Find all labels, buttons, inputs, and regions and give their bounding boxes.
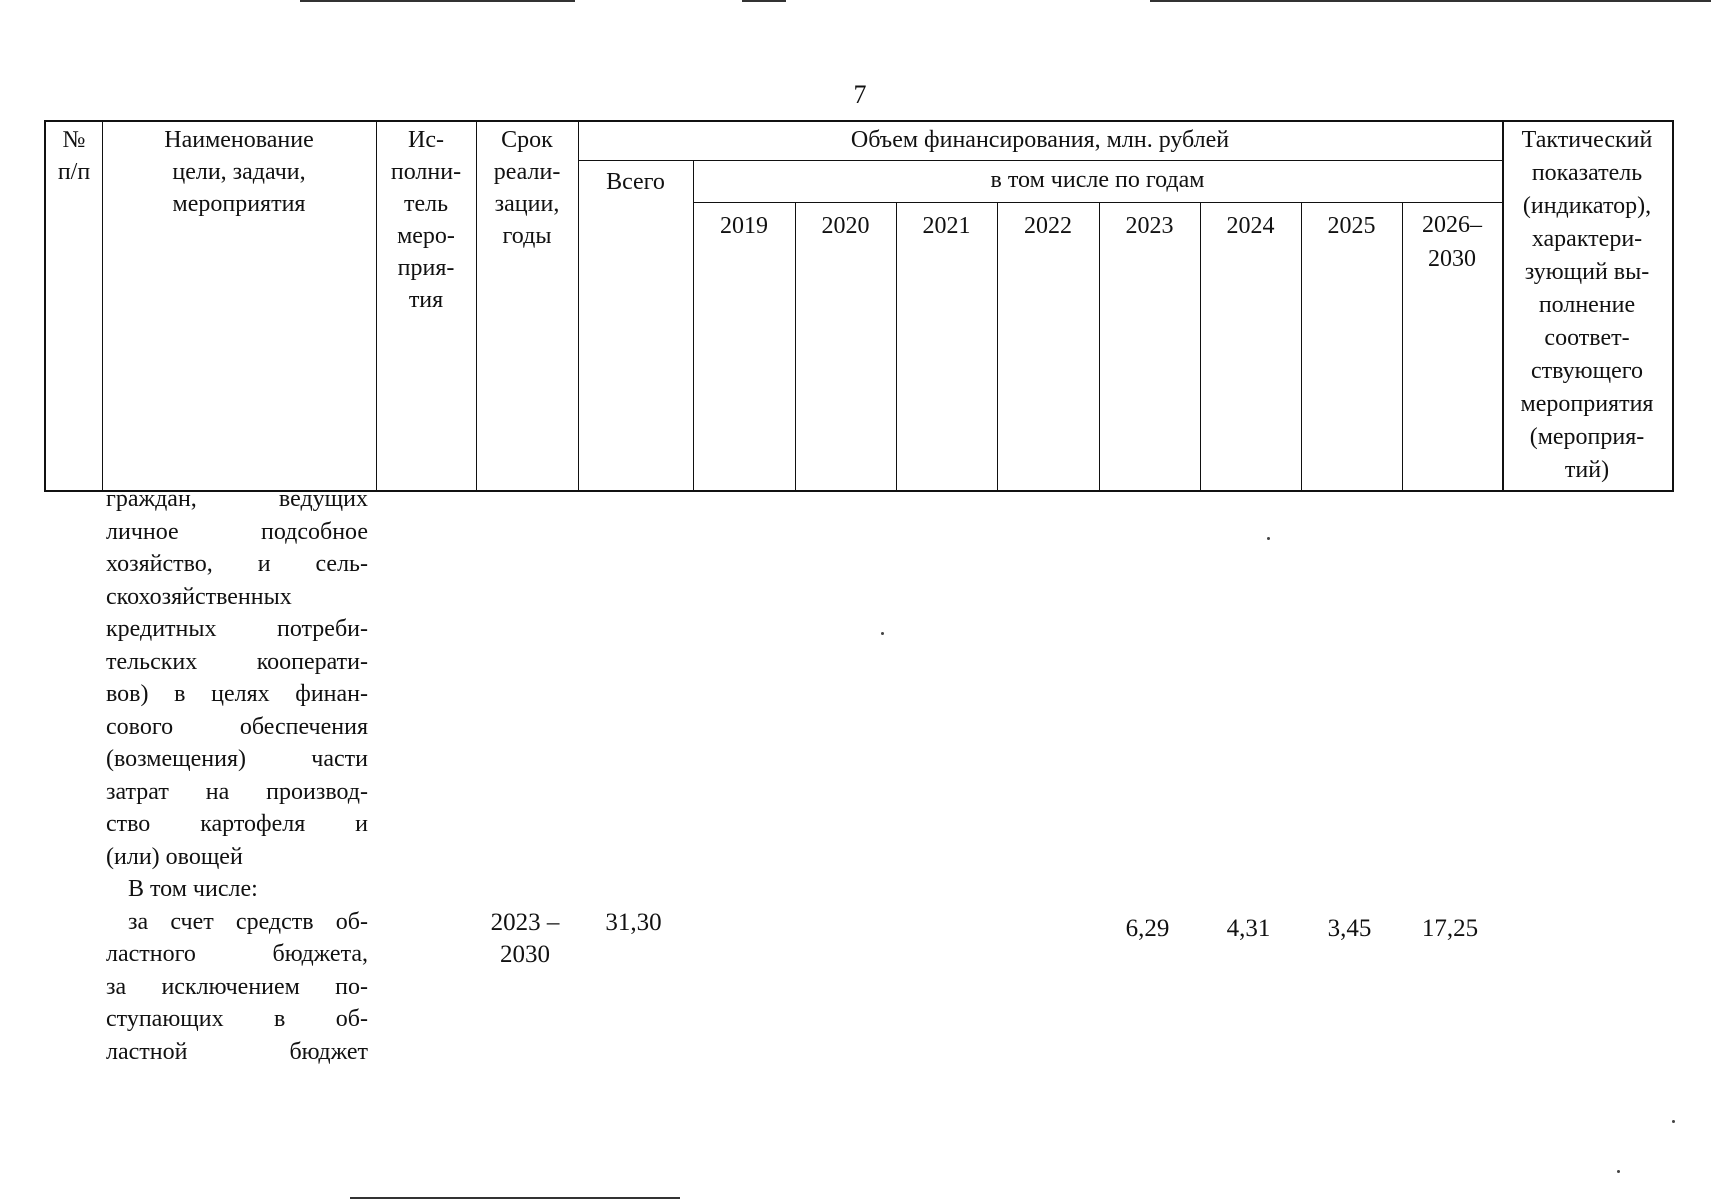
- header-year-2021: 2021: [922, 213, 971, 239]
- header-year-2019: 2019: [720, 213, 768, 239]
- in-total-label: В том числе:: [128, 876, 258, 902]
- text-line: (возмещения) части: [106, 746, 368, 772]
- scan-edge-top-1: [300, 0, 575, 2]
- row-value-2023: 6,29: [1125, 915, 1170, 942]
- description-text: [106, 483, 368, 1068]
- row-value-2026-2030: 17,25: [1421, 915, 1479, 942]
- row-value-2025: 3,45: [1327, 915, 1372, 942]
- scan-edge-bottom: [350, 1197, 680, 1199]
- row-total-value: 31,30: [605, 909, 662, 936]
- text-line: скохозяйственных: [106, 583, 292, 610]
- text-line: за исключением по-: [106, 973, 368, 1000]
- row-period: 2023 – 2030: [490, 909, 560, 968]
- header-col-total: Всего: [606, 169, 665, 195]
- text-line: ступающих в об-: [106, 1006, 368, 1032]
- scan-speck: [1267, 537, 1270, 540]
- header-year-2023: 2023: [1125, 213, 1174, 239]
- header-col-indicator: Тактический показатель (индикатор), характери- зующий вы- полнение соответ- ствующего мероприятия (мероприя- тий): [1520, 127, 1654, 483]
- text-line: кредитных потреби-: [106, 616, 368, 642]
- scan-edge-top-3: [1150, 0, 1711, 2]
- row-value-2024: 4,31: [1226, 915, 1271, 942]
- text-line: вов) в целях финан-: [106, 681, 368, 707]
- text-line: за счет средств об-: [128, 908, 368, 935]
- scan-speck: [881, 632, 884, 635]
- text-line: ластной бюджет: [106, 1038, 368, 1065]
- header-funding-title: Объем финансирования, млн. рублей: [850, 127, 1230, 153]
- text-line: затрат на производ-: [106, 778, 368, 805]
- text-line: граждан, ведущих: [106, 486, 368, 512]
- header-year-2026-2030: 2026– 2030: [1422, 212, 1482, 272]
- text-line: личное подсобное: [106, 518, 368, 545]
- scan-speck: [1617, 1170, 1620, 1173]
- text-line: (или) овощей: [106, 843, 243, 870]
- text-line: ство картофеля и: [106, 811, 368, 837]
- header-col-period: Срок реали- зации, годы: [493, 127, 561, 249]
- header-year-2020: 2020: [821, 213, 870, 239]
- header-col-name: Наименование цели, задачи, мероприятия: [164, 127, 314, 217]
- header-by-years: в том числе по годам: [990, 167, 1205, 193]
- text-line: хозяйство, и сель-: [106, 551, 368, 577]
- header-year-2025: 2025: [1327, 213, 1376, 239]
- header-year-2022: 2022: [1024, 213, 1072, 239]
- header-year-2024: 2024: [1226, 213, 1275, 239]
- text-line: ластного бюджета,: [106, 941, 368, 967]
- text-line: сового обеспечения: [106, 713, 368, 740]
- page-number: 7: [853, 80, 867, 109]
- table-header: [44, 120, 1674, 492]
- text-line: тельских кооперати-: [106, 648, 368, 675]
- scan-speck: [1672, 1120, 1675, 1123]
- scan-edge-top-2: [742, 0, 786, 2]
- header-col-number: № п/п: [57, 127, 91, 185]
- header-col-executor: Ис- полни- тель меро- прия- тия: [390, 127, 462, 313]
